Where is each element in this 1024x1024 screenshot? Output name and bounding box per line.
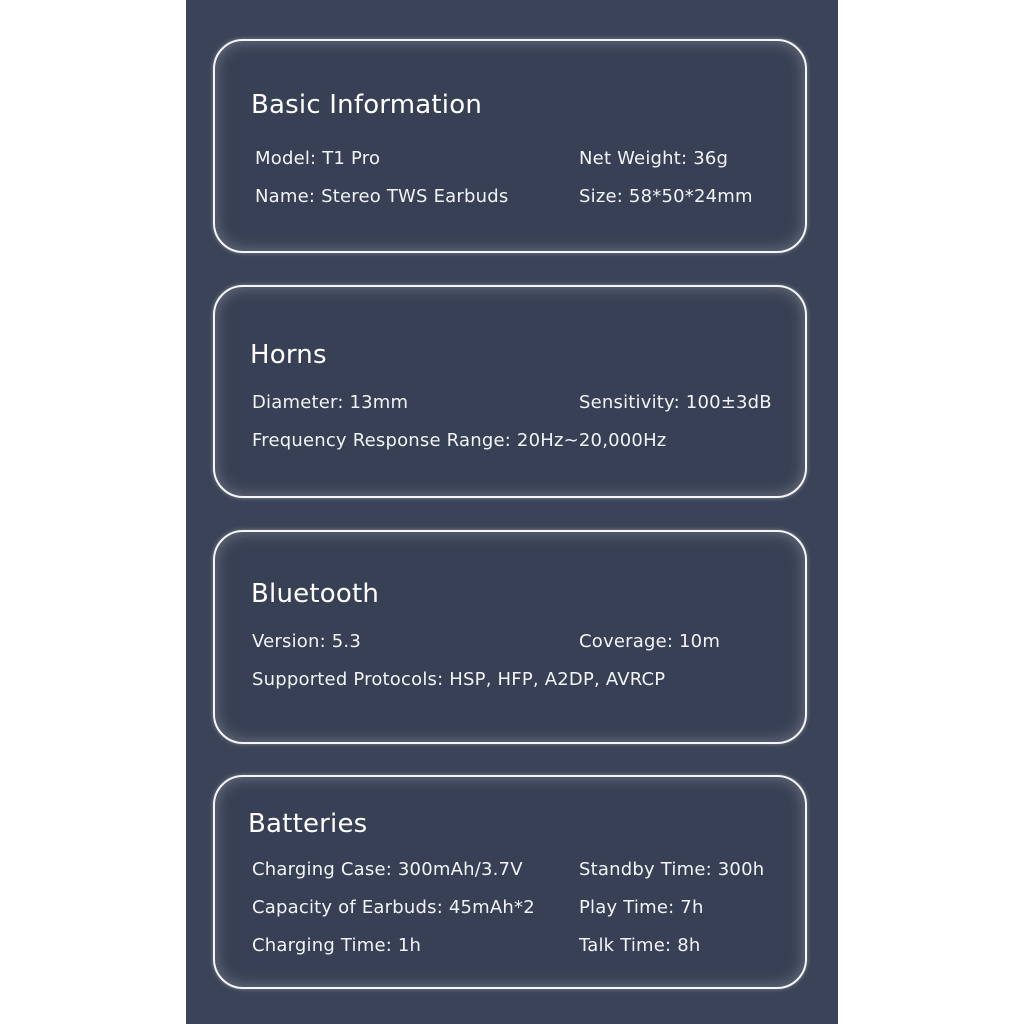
horns-title: Horns (250, 340, 327, 370)
basic-information-title: Basic Information (251, 90, 483, 120)
charging-time-spec: Charging Time: 1h (252, 935, 422, 956)
bluetooth-card (213, 530, 807, 744)
earbuds-capacity-spec: Capacity of Earbuds: 45mAh*2 (252, 897, 535, 918)
standby-time-spec: Standby Time: 300h (579, 859, 765, 880)
spec-panel (186, 0, 838, 1024)
model-spec: Model: T1 Pro (255, 148, 381, 169)
play-time-spec: Play Time: 7h (579, 897, 704, 918)
talk-time-spec: Talk Time: 8h (579, 935, 701, 956)
basic-information-card (213, 39, 807, 253)
bluetooth-title: Bluetooth (251, 579, 380, 609)
charging-case-spec: Charging Case: 300mAh/3.7V (252, 859, 523, 880)
size-spec: Size: 58*50*24mm (579, 186, 753, 207)
sensitivity-spec: Sensitivity: 100±3dB (579, 392, 772, 413)
horns-card (213, 285, 807, 498)
coverage-spec: Coverage: 10m (579, 631, 721, 652)
name-spec: Name: Stereo TWS Earbuds (255, 186, 509, 207)
version-spec: Version: 5.3 (252, 631, 362, 652)
diameter-spec: Diameter: 13mm (252, 392, 409, 413)
frequency-response-spec: Frequency Response Range: 20Hz~20,000Hz (252, 430, 667, 451)
net-weight-spec: Net Weight: 36g (579, 148, 729, 169)
batteries-card (213, 775, 807, 989)
supported-protocols-spec: Supported Protocols: HSP, HFP, A2DP, AVRCP (252, 669, 666, 690)
batteries-title: Batteries (248, 809, 368, 839)
